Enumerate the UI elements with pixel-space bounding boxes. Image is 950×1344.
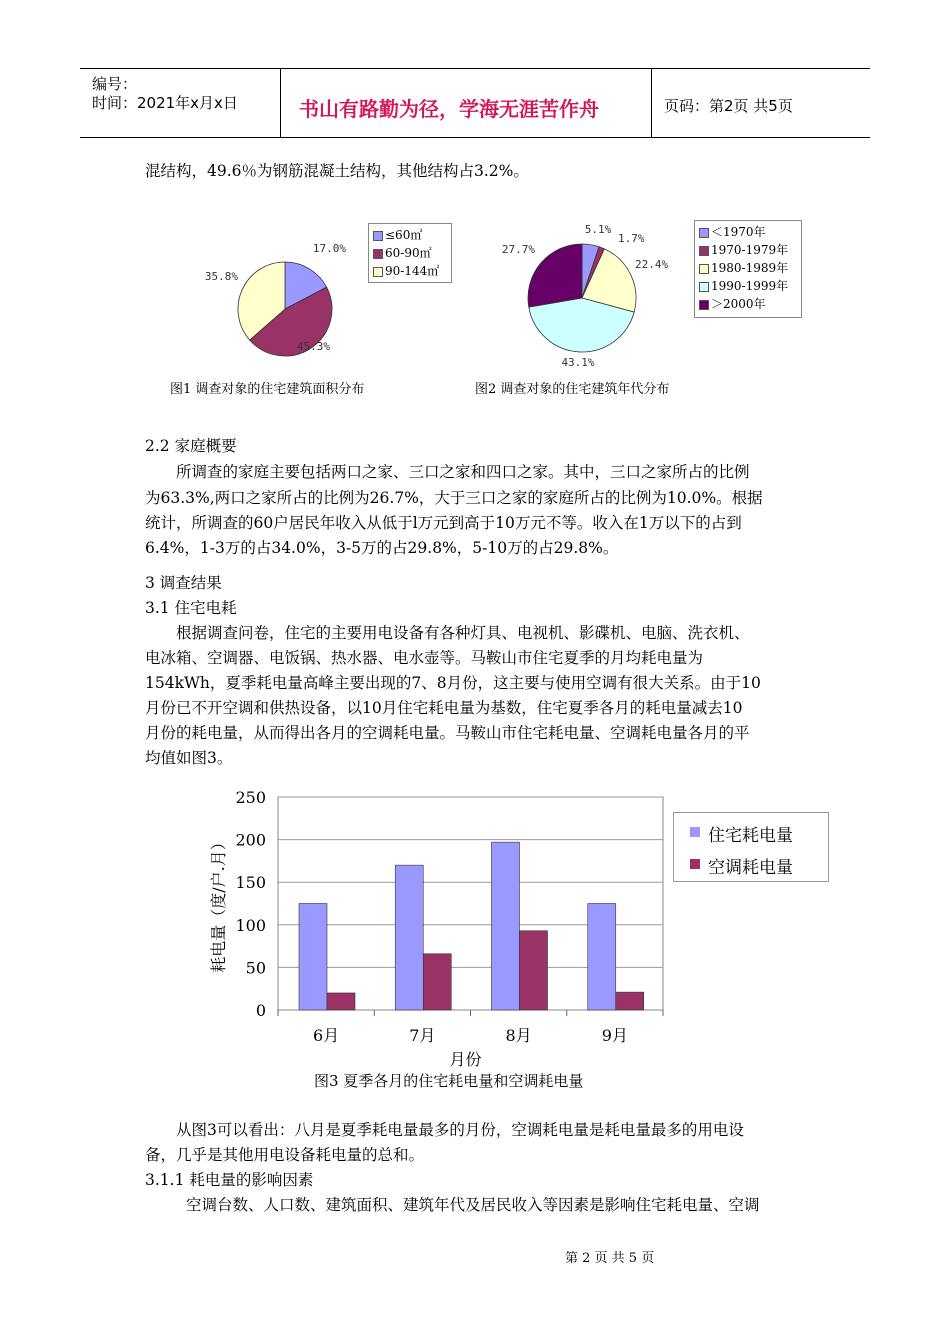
body-line: 154kWh，夏季耗电量高峰主要出现的7、8月份，这主要与使用空调有很大关系。由于10: [145, 674, 761, 692]
y-tick-label: 250: [235, 788, 266, 807]
slice-label: 22.4%: [635, 258, 669, 271]
figure1-caption: 图1 调查对象的住宅建筑面积分布: [170, 382, 365, 397]
body-line: 为63.3%,两口之家所占的比例为26.7%，大于三口之家的家庭所占的比例为10.0%。根据: [145, 489, 763, 507]
page-label: 页码：第2页 共5页: [664, 97, 793, 115]
section-heading: 3 调查结果: [145, 574, 222, 592]
bar: [423, 954, 451, 1010]
slice-label: 17.0%: [312, 242, 346, 255]
body-line: 混结构，49.6％为钢筋混凝土结构，其他结构占3.2%。: [145, 162, 529, 180]
slice-label: 43.1%: [561, 356, 595, 369]
header-left-cell: [80, 69, 281, 137]
legend-item: 1970-1979年: [695, 241, 801, 259]
motto: 书山有路勤为径，学海无涯苦作舟: [299, 97, 599, 121]
bar: [299, 904, 327, 1011]
pie-slice: [528, 244, 582, 307]
bar: [395, 865, 423, 1010]
body-line: 均值如图3。: [145, 749, 233, 767]
legend-swatch: [690, 859, 700, 869]
legend-swatch: [699, 300, 709, 310]
bar: [492, 842, 520, 1010]
legend-item: 60-90㎡: [369, 244, 451, 262]
pie-chart-area: [480, 220, 690, 372]
body-line: 从图3可以看出：八月是夏季耗电量最多的月份，空调耗电量是耗电量最多的用电设: [176, 1121, 744, 1139]
body-line: 统计，所调查的60户居民年收入从低于l万元到高于10万元不等。收入在1万以下的占到: [145, 514, 742, 532]
y-tick-label: 150: [235, 873, 266, 893]
y-tick-label: 200: [235, 830, 266, 850]
legend-swatch: [373, 231, 383, 241]
time-label: 时间：2021年x月x日: [92, 94, 238, 112]
legend-swatch: [699, 282, 709, 292]
legend-swatch: [373, 249, 383, 259]
legend-item: 1990-1999年: [695, 277, 801, 295]
x-tick-label: 8月: [505, 1026, 532, 1045]
body-line: 备，几乎是其他用电设备耗电量的总和。: [145, 1146, 425, 1164]
x-tick-label: 6月: [313, 1026, 340, 1045]
body-line: 所调查的家庭主要包括两口之家、三口之家和四口之家。其中，三口之家所占的比例: [176, 463, 750, 481]
y-tick-label: 100: [235, 915, 266, 935]
section-heading: 3.1 住宅电耗: [145, 599, 237, 617]
slice-label: 45.3%: [296, 340, 330, 353]
pie-chart-1: [205, 242, 346, 356]
number-label: 编号：: [92, 75, 138, 93]
bar: [520, 931, 548, 1010]
pie2-legend: [694, 220, 802, 318]
header-motto-cell: [281, 69, 652, 137]
slice-label: 27.7%: [501, 243, 535, 256]
pie-chart-area: [190, 220, 370, 370]
bar-chart: [209, 788, 663, 1069]
pie1-legend: [368, 223, 452, 283]
figure2-caption: 图2 调查对象的住宅建筑年代分布: [475, 382, 670, 397]
legend-item: ＜1970年: [695, 223, 801, 241]
legend-item: ≤60㎡: [369, 226, 451, 244]
body-line: 月份的耗电量，从而得出各月的空调耗电量。马鞍山市住宅耗电量、空调耗电量各月的平: [145, 724, 750, 742]
figure3-caption: 图3 夏季各月的住宅耗电量和空调耗电量: [314, 1072, 584, 1090]
body-line: 空调台数、人口数、建筑面积、建筑年代及居民收入等因素是影响住宅耗电量、空调: [186, 1196, 760, 1214]
legend-swatch: [699, 228, 709, 238]
legend-swatch: [690, 827, 700, 837]
body-line: 6.4%，1-3万的占34.0%，3-5万的占29.8%，5-10万的占29.8%。: [145, 539, 619, 557]
legend-item: ＞2000年: [695, 295, 801, 313]
y-axis-label: 耗电量（度/户.月）: [209, 834, 228, 973]
section-heading: 2.2 家庭概要: [145, 437, 237, 455]
page-footer: 第 2 页 共 5 页: [565, 1251, 655, 1266]
legend-swatch: [699, 246, 709, 256]
legend-item: 1980-1989年: [695, 259, 801, 277]
y-tick-label: 0: [255, 1001, 266, 1020]
slice-label: 35.8%: [204, 270, 238, 283]
body-line: 根据调查问卷，住宅的主要用电设备有各种灯具、电视机、影碟机、电脑、洗衣机、: [176, 624, 750, 642]
legend-item: 90-144㎡: [369, 262, 451, 280]
bar: [327, 993, 355, 1010]
header-page-cell: [652, 69, 870, 137]
pie-chart-2: [502, 223, 669, 369]
x-tick-label: 9月: [601, 1026, 628, 1045]
bar: [616, 992, 644, 1010]
legend-label: 住宅耗电量: [708, 826, 793, 846]
section-heading: 3.1.1 耗电量的影响因素: [145, 1171, 314, 1189]
slice-label: 1.7%: [618, 232, 645, 245]
legend-label: 空调耗电量: [708, 858, 793, 878]
legend-swatch: [699, 264, 709, 274]
x-axis-label: 月份: [449, 1050, 482, 1069]
bar-legend: [673, 812, 829, 882]
body-line: 电冰箱、空调器、电饭锅、热水器、电水壶等。马鞍山市住宅夏季的月均耗电量为: [145, 649, 704, 667]
x-tick-label: 7月: [409, 1026, 436, 1045]
legend-swatch: [373, 267, 383, 277]
bar: [588, 904, 616, 1011]
body-line: 月份已不开空调和供热设备，以10月住宅耗电量为基数，住宅夏季各月的耗电量减去10: [145, 699, 743, 717]
page-header: [80, 68, 870, 138]
y-tick-label: 50: [245, 958, 266, 978]
slice-label: 5.1%: [584, 223, 612, 236]
